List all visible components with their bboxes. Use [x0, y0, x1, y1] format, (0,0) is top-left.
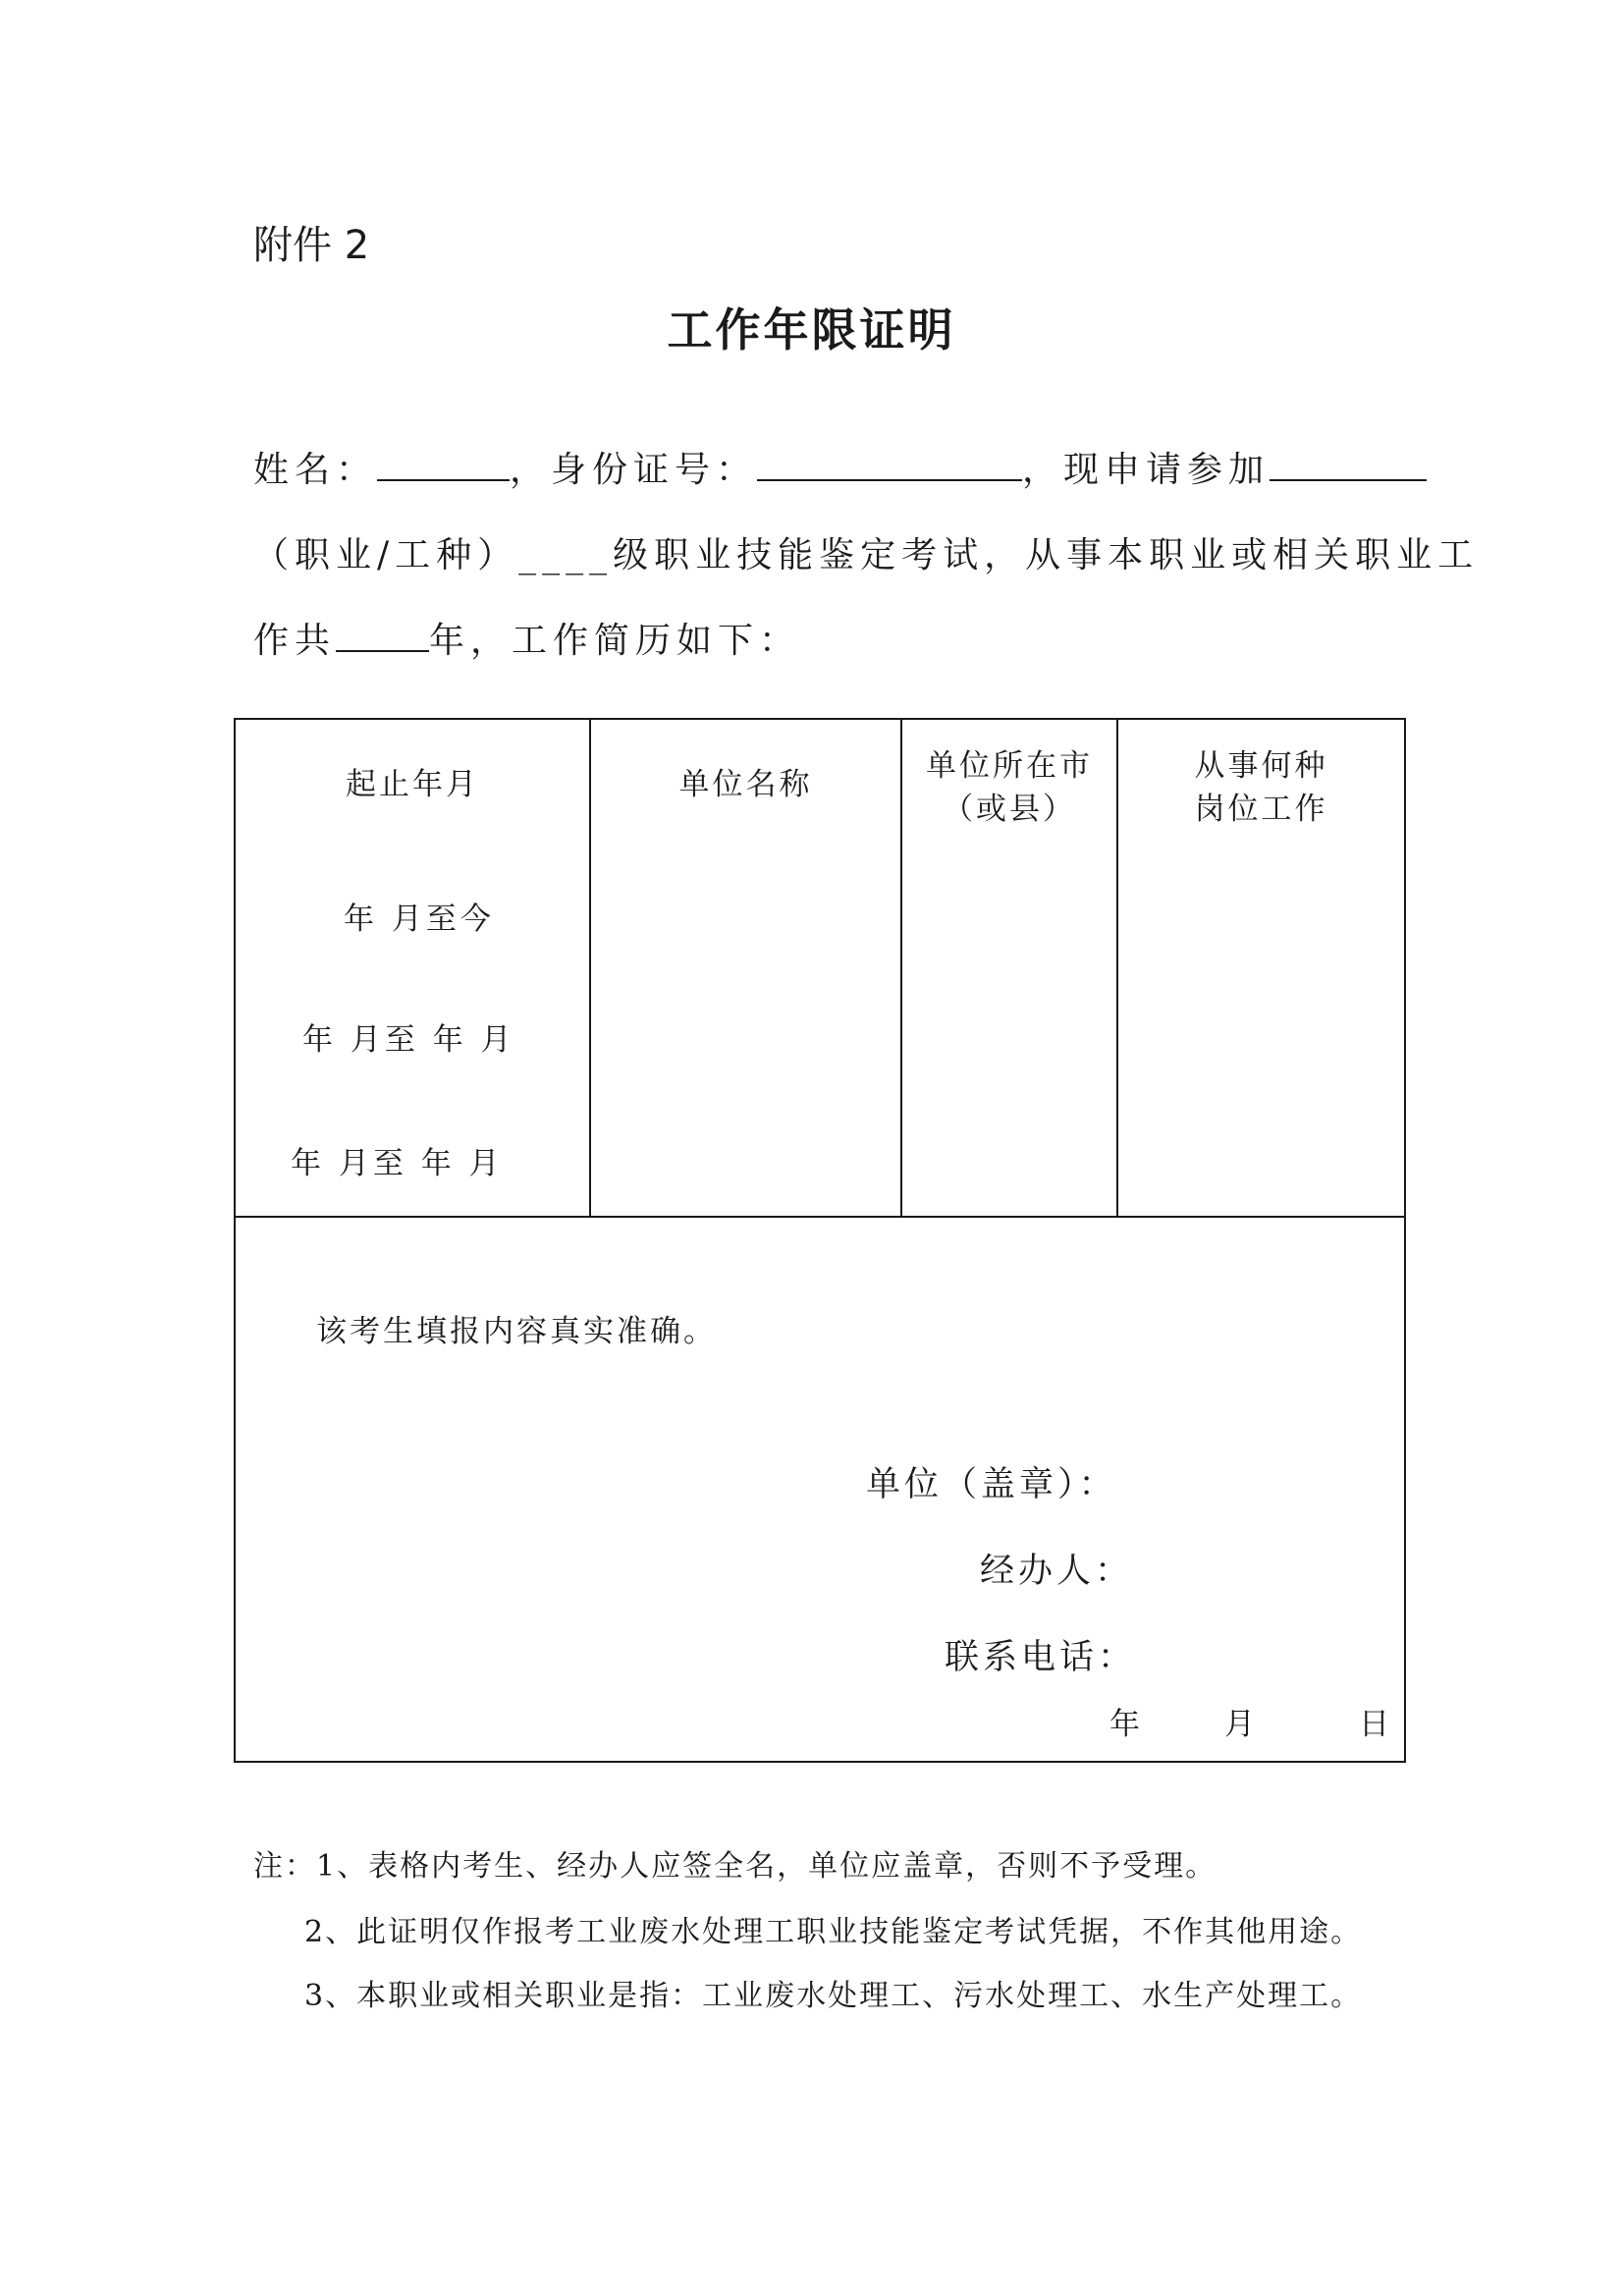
note-2: 2、此证明仅作报考工业废水处理工职业技能鉴定考试凭据，不作其他用途。 — [304, 1915, 1363, 1949]
note-1: 注：1、表格内考生、经办人应签全名，单位应盖章，否则不予受理。 — [253, 1849, 1217, 1884]
apply-label: ，现申请参加 — [1022, 450, 1271, 490]
id-number-field[interactable] — [757, 446, 1022, 481]
table-section-divider — [234, 1216, 1406, 1218]
id-label: ，身份证号： — [510, 450, 758, 490]
years-suffix: 年，工作简历如下： — [429, 621, 801, 661]
date-day: 日 — [1359, 1707, 1392, 1742]
date-month: 月 — [1224, 1707, 1258, 1742]
handler-label: 经办人： — [980, 1552, 1134, 1591]
header-job-line-1: 从事何种 — [1194, 748, 1328, 784]
table-row-period: 年 月至今 — [344, 902, 495, 937]
years-field[interactable] — [336, 617, 429, 652]
years-prefix: 作共 — [253, 621, 337, 661]
name-label: 姓名： — [253, 450, 378, 490]
phone-label: 联系电话： — [945, 1638, 1137, 1677]
header-job-line-2: 岗位工作 — [1194, 792, 1328, 827]
header-city — [902, 744, 1116, 831]
occupation-field[interactable] — [1270, 446, 1427, 481]
table-row-period: 年 月至 年 月 — [302, 1022, 515, 1058]
date-year: 年 — [1109, 1707, 1143, 1742]
work-history-table — [234, 718, 1406, 1763]
table-row-period: 年 月至 年 月 — [291, 1146, 504, 1181]
header-unit-name: 单位名称 — [678, 767, 813, 802]
attachment-label: 附件 2 — [253, 223, 370, 268]
header-city-line-1: 单位所在市 — [926, 748, 1093, 784]
certification-statement: 该考生填报内容真实准确。 — [316, 1314, 717, 1349]
intro-line-1 — [253, 442, 1427, 492]
header-job — [1118, 744, 1404, 831]
header-city-line-2: （或县） — [943, 792, 1076, 827]
header-period: 起止年月 — [346, 767, 479, 802]
intro-line-3 — [253, 613, 800, 663]
note-3: 3、本职业或相关职业是指：工业废水处理工、污水处理工、水生产处理工。 — [304, 1979, 1363, 2013]
unit-seal-label: 单位（盖章）： — [866, 1465, 1117, 1504]
name-field[interactable] — [377, 446, 510, 481]
intro-line-2: （职业/工种）____级职业技能鉴定考试，从事本职业或相关职业工 — [253, 535, 1480, 575]
document-title: 工作年限证明 — [667, 303, 956, 356]
